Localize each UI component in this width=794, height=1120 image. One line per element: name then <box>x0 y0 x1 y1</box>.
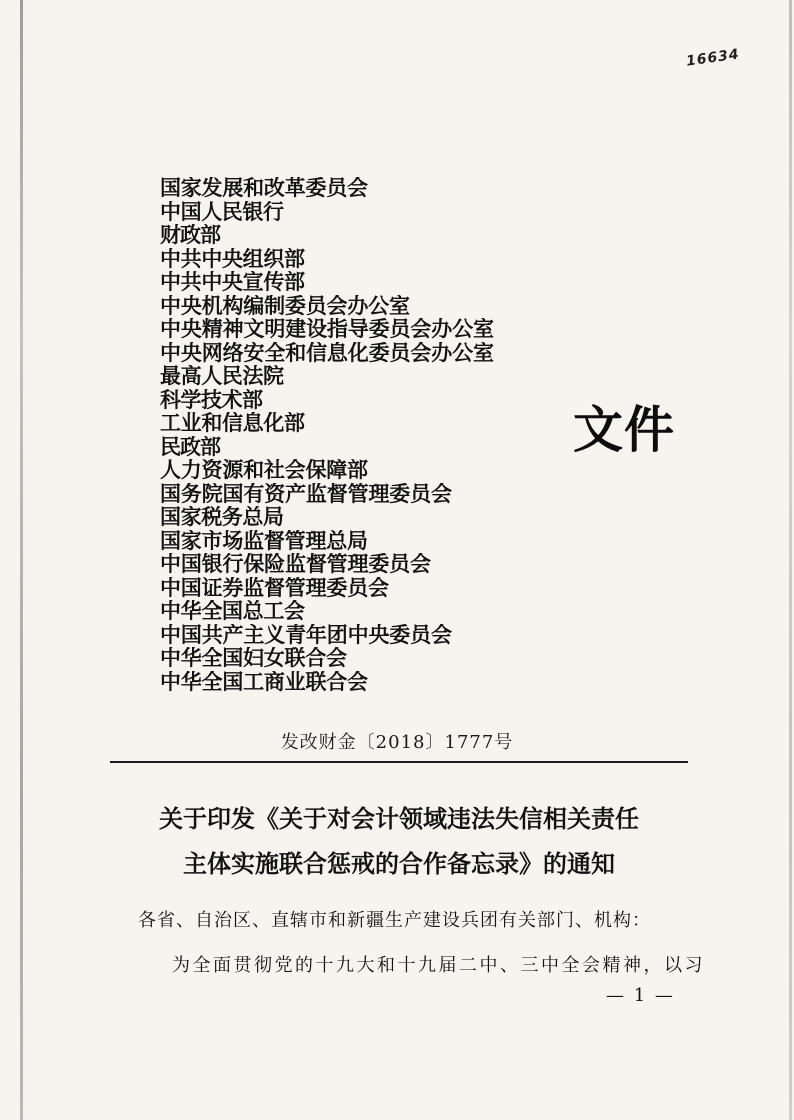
scan-right-edge <box>789 0 792 1120</box>
issuing-agency: 国家发展和改革委员会 <box>160 177 368 200</box>
issuing-agency: 中央机构编制委员会办公室 <box>160 294 410 318</box>
document-title-line-2: 主体实施联合惩戒的合作备忘录》的通知 <box>183 850 615 878</box>
issuing-agency: 中央网络安全和信息化委员会办公室 <box>160 341 494 365</box>
issuing-agency: 中共中央组织部 <box>160 247 305 271</box>
header-divider <box>110 761 688 763</box>
issuing-agency: 中华全国工商业联合会 <box>160 670 368 694</box>
document-label: 文件 <box>573 401 675 459</box>
issuing-agency: 科学技术部 <box>160 388 263 412</box>
issuing-agencies-list <box>160 177 560 694</box>
scan-left-edge <box>20 0 23 1120</box>
issuing-agency: 民政部 <box>160 435 220 459</box>
issuing-agency: 工业和信息化部 <box>160 412 305 435</box>
page-number: — 1 — <box>606 985 675 1006</box>
issuing-agency: 中央精神文明建设指导委员会办公室 <box>160 318 494 341</box>
issuing-agency: 中国证券监督管理委员会 <box>160 576 389 600</box>
issuing-agency: 中国银行保险监督管理委员会 <box>160 553 431 576</box>
issuing-agency: 最高人民法院 <box>160 365 284 388</box>
salutation: 各省、自治区、直辖市和新疆生产建设兵团有关部门、机构： <box>138 910 651 931</box>
document-title-line-1: 关于印发《关于对会计领域违法失信相关责任 <box>159 805 639 833</box>
issuing-agency: 财政部 <box>160 224 220 247</box>
issuing-agency: 中国共产主义青年团中央委员会 <box>160 623 452 647</box>
handwritten-document-number: 16634 <box>685 46 741 70</box>
document-number: 发改财金〔2018〕1777号 <box>280 732 514 753</box>
issuing-agency: 中国人民银行 <box>160 200 284 224</box>
issuing-agency: 中共中央宣传部 <box>160 271 305 294</box>
issuing-agency: 中华全国总工会 <box>160 600 305 623</box>
document-title <box>110 797 688 887</box>
issuing-agency: 人力资源和社会保障部 <box>160 459 368 482</box>
issuing-agency: 国家税务总局 <box>160 506 284 529</box>
issuing-agency: 国务院国有资产监督管理委员会 <box>160 482 452 506</box>
body-paragraph-line: 为全面贯彻党的十九大和十九届二中、三中全会精神，以习 <box>172 955 705 976</box>
issuing-agency: 中华全国妇女联合会 <box>160 647 347 670</box>
issuing-agency: 国家市场监督管理总局 <box>160 529 368 553</box>
